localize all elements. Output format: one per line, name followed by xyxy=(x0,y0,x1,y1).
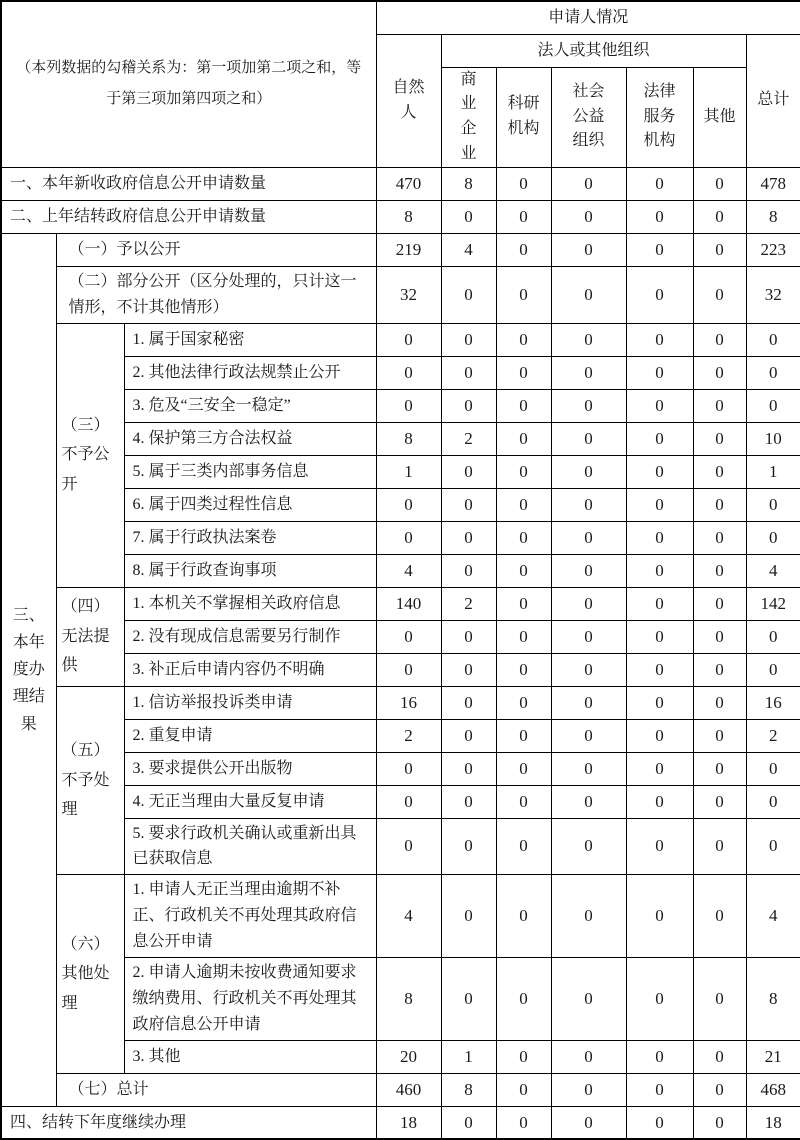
value-cell: 0 xyxy=(626,554,693,587)
value-cell: 470 xyxy=(376,167,441,200)
value-cell: 0 xyxy=(496,167,551,200)
value-cell: 1 xyxy=(441,1040,496,1073)
value-cell: 8 xyxy=(376,200,441,233)
value-cell: 0 xyxy=(626,958,693,1041)
value-cell: 0 xyxy=(441,488,496,521)
value-cell: 0 xyxy=(496,752,551,785)
value-cell: 0 xyxy=(693,233,746,266)
value-cell: 0 xyxy=(693,356,746,389)
value-cell: 0 xyxy=(496,818,551,875)
value-cell: 0 xyxy=(746,653,800,686)
value-cell: 0 xyxy=(746,356,800,389)
value-cell: 0 xyxy=(441,818,496,875)
value-cell: 0 xyxy=(746,818,800,875)
value-cell: 0 xyxy=(496,554,551,587)
value-cell: 0 xyxy=(496,719,551,752)
value-cell: 0 xyxy=(376,752,441,785)
value-cell: 0 xyxy=(551,958,626,1041)
value-cell: 0 xyxy=(551,653,626,686)
value-cell: 0 xyxy=(626,587,693,620)
value-cell: 0 xyxy=(746,752,800,785)
row-label-carry-to-next-year: 四、结转下年度继续办理 xyxy=(1,1106,376,1139)
value-cell: 0 xyxy=(626,422,693,455)
value-cell: 0 xyxy=(496,1073,551,1106)
value-cell: 0 xyxy=(551,422,626,455)
value-cell: 0 xyxy=(551,167,626,200)
row-label-disclosed: （一）予以公开 xyxy=(56,233,376,266)
value-cell: 0 xyxy=(693,653,746,686)
value-cell: 0 xyxy=(441,266,496,323)
value-cell: 0 xyxy=(376,356,441,389)
row-label-third-party-rights: 4. 保护第三方合法权益 xyxy=(124,422,376,455)
col-header-research-institution: 科研机构 xyxy=(496,67,551,167)
row-label-endanger-stability: 3. 危及“三安全一稳定” xyxy=(124,389,376,422)
row-label-carried-over-requests: 二、上年结转政府信息公开申请数量 xyxy=(1,200,376,233)
value-cell: 0 xyxy=(376,521,441,554)
value-cell: 0 xyxy=(441,620,496,653)
value-cell: 0 xyxy=(693,686,746,719)
value-cell: 0 xyxy=(693,785,746,818)
row-label-partially-disclosed: （二）部分公开（区分处理的，只计这一情形，不计其他情形） xyxy=(56,266,376,323)
value-cell: 0 xyxy=(551,1040,626,1073)
value-cell: 0 xyxy=(693,719,746,752)
value-cell: 0 xyxy=(441,455,496,488)
value-cell: 0 xyxy=(376,653,441,686)
value-cell: 0 xyxy=(551,686,626,719)
value-cell: 0 xyxy=(376,785,441,818)
value-cell: 0 xyxy=(441,653,496,686)
value-cell: 0 xyxy=(551,719,626,752)
value-cell: 0 xyxy=(496,233,551,266)
value-cell: 0 xyxy=(551,389,626,422)
value-cell: 18 xyxy=(746,1106,800,1139)
row-label-needs-creation: 2. 没有现成信息需要另行制作 xyxy=(124,620,376,653)
value-cell: 0 xyxy=(693,266,746,323)
value-cell: 468 xyxy=(746,1073,800,1106)
value-cell: 0 xyxy=(693,818,746,875)
value-cell: 0 xyxy=(551,554,626,587)
value-cell: 2 xyxy=(376,719,441,752)
value-cell: 0 xyxy=(551,620,626,653)
value-cell: 0 xyxy=(626,233,693,266)
value-cell: 0 xyxy=(626,521,693,554)
value-cell: 0 xyxy=(496,455,551,488)
value-cell: 0 xyxy=(551,785,626,818)
value-cell: 142 xyxy=(746,587,800,620)
header-applicant-status: 申请人情况 xyxy=(376,1,800,34)
value-cell: 0 xyxy=(746,785,800,818)
value-cell: 0 xyxy=(496,1040,551,1073)
value-cell: 0 xyxy=(551,323,626,356)
col-header-other: 其他 xyxy=(693,67,746,167)
value-cell: 4 xyxy=(746,554,800,587)
value-cell: 4 xyxy=(441,233,496,266)
value-cell: 0 xyxy=(441,752,496,785)
value-cell: 0 xyxy=(693,200,746,233)
value-cell: 8 xyxy=(746,200,800,233)
value-cell: 2 xyxy=(441,422,496,455)
value-cell: 0 xyxy=(626,785,693,818)
row-label-state-secret: 1. 属于国家秘密 xyxy=(124,323,376,356)
value-cell: 0 xyxy=(626,719,693,752)
value-cell: 0 xyxy=(693,389,746,422)
group-label-not-processed: （五）不予处理 xyxy=(56,686,124,875)
row-label-confirm-obtained-info: 5. 要求行政机关确认或重新出具已获取信息 xyxy=(124,818,376,875)
value-cell: 0 xyxy=(746,488,800,521)
value-cell: 0 xyxy=(626,455,693,488)
value-cell: 0 xyxy=(496,686,551,719)
value-cell: 2 xyxy=(746,719,800,752)
value-cell: 0 xyxy=(551,1106,626,1139)
value-cell: 0 xyxy=(626,266,693,323)
value-cell: 0 xyxy=(746,323,800,356)
row-label-mass-repeated-requests: 4. 无正当理由大量反复申请 xyxy=(124,785,376,818)
value-cell: 0 xyxy=(496,1106,551,1139)
value-cell: 0 xyxy=(626,323,693,356)
value-cell: 16 xyxy=(376,686,441,719)
value-cell: 0 xyxy=(441,554,496,587)
row-label-petition-complaint: 1. 信访举报投诉类申请 xyxy=(124,686,376,719)
value-cell: 16 xyxy=(746,686,800,719)
value-cell: 219 xyxy=(376,233,441,266)
value-cell: 0 xyxy=(693,455,746,488)
value-cell: 0 xyxy=(626,167,693,200)
value-cell: 0 xyxy=(626,488,693,521)
value-cell: 0 xyxy=(376,818,441,875)
value-cell: 0 xyxy=(626,200,693,233)
value-cell: 0 xyxy=(626,1040,693,1073)
value-cell: 0 xyxy=(496,620,551,653)
value-cell: 0 xyxy=(441,200,496,233)
value-cell: 0 xyxy=(693,752,746,785)
value-cell: 0 xyxy=(496,488,551,521)
value-cell: 10 xyxy=(746,422,800,455)
value-cell: 0 xyxy=(626,1106,693,1139)
value-cell: 0 xyxy=(441,719,496,752)
value-cell: 0 xyxy=(693,323,746,356)
header-legal-org: 法人或其他组织 xyxy=(441,34,746,67)
value-cell: 0 xyxy=(376,389,441,422)
value-cell: 32 xyxy=(376,266,441,323)
value-cell: 18 xyxy=(376,1106,441,1139)
row-label-public-publications: 3. 要求提供公开出版物 xyxy=(124,752,376,785)
value-cell: 0 xyxy=(441,521,496,554)
group-label-not-disclosed: （三）不予公开 xyxy=(56,323,124,587)
row-label-new-requests: 一、本年新收政府信息公开申请数量 xyxy=(1,167,376,200)
value-cell: 0 xyxy=(551,233,626,266)
value-cell: 1 xyxy=(746,455,800,488)
value-cell: 0 xyxy=(496,521,551,554)
value-cell: 0 xyxy=(693,521,746,554)
value-cell: 0 xyxy=(551,818,626,875)
col-header-legal-service-org: 法律服务机构 xyxy=(626,67,693,167)
value-cell: 223 xyxy=(746,233,800,266)
value-cell: 4 xyxy=(376,875,441,958)
row-label-subtotal: （七）总计 xyxy=(56,1073,376,1106)
value-cell: 0 xyxy=(376,488,441,521)
value-cell: 0 xyxy=(693,958,746,1041)
value-cell: 0 xyxy=(551,488,626,521)
value-cell: 0 xyxy=(693,167,746,200)
value-cell: 2 xyxy=(441,587,496,620)
value-cell: 0 xyxy=(441,323,496,356)
value-cell: 0 xyxy=(441,958,496,1041)
value-cell: 0 xyxy=(746,389,800,422)
value-cell: 0 xyxy=(693,422,746,455)
col-header-total: 总计 xyxy=(746,34,800,167)
value-cell: 0 xyxy=(693,1073,746,1106)
value-cell: 0 xyxy=(551,455,626,488)
value-cell: 8 xyxy=(441,1073,496,1106)
value-cell: 0 xyxy=(693,1106,746,1139)
value-cell: 0 xyxy=(626,752,693,785)
value-cell: 4 xyxy=(746,875,800,958)
ledger-note: （本列数据的勾稽关系为：第一项加第二项之和，等于第三项加第四项之和） xyxy=(1,1,376,167)
value-cell: 0 xyxy=(551,1073,626,1106)
value-cell: 0 xyxy=(746,620,800,653)
row-label-internal-affairs: 5. 属于三类内部事务信息 xyxy=(124,455,376,488)
value-cell: 0 xyxy=(441,389,496,422)
value-cell: 0 xyxy=(496,422,551,455)
value-cell: 0 xyxy=(626,875,693,958)
value-cell: 8 xyxy=(441,167,496,200)
value-cell: 0 xyxy=(626,356,693,389)
value-cell: 0 xyxy=(551,587,626,620)
value-cell: 140 xyxy=(376,587,441,620)
value-cell: 4 xyxy=(376,554,441,587)
value-cell: 0 xyxy=(496,266,551,323)
value-cell: 0 xyxy=(551,752,626,785)
row-label-still-unclear: 3. 补正后申请内容仍不明确 xyxy=(124,653,376,686)
value-cell: 0 xyxy=(496,875,551,958)
row-label-law-prohibited: 2. 其他法律行政法规禁止公开 xyxy=(124,356,376,389)
value-cell: 0 xyxy=(551,521,626,554)
col-header-natural-person: 自然人 xyxy=(376,34,441,167)
value-cell: 0 xyxy=(693,554,746,587)
value-cell: 0 xyxy=(441,686,496,719)
value-cell: 0 xyxy=(496,587,551,620)
value-cell: 8 xyxy=(746,958,800,1041)
group-label-other-handling: （六）其他处理 xyxy=(56,875,124,1073)
value-cell: 0 xyxy=(441,785,496,818)
value-cell: 0 xyxy=(626,620,693,653)
value-cell: 0 xyxy=(551,200,626,233)
value-cell: 0 xyxy=(496,323,551,356)
value-cell: 0 xyxy=(626,653,693,686)
value-cell: 0 xyxy=(376,323,441,356)
value-cell: 0 xyxy=(496,200,551,233)
value-cell: 20 xyxy=(376,1040,441,1073)
value-cell: 460 xyxy=(376,1073,441,1106)
value-cell: 0 xyxy=(496,653,551,686)
value-cell: 0 xyxy=(693,587,746,620)
value-cell: 1 xyxy=(376,455,441,488)
value-cell: 8 xyxy=(376,958,441,1041)
value-cell: 0 xyxy=(693,1040,746,1073)
value-cell: 0 xyxy=(626,1073,693,1106)
col-header-commercial-enterprise: 商业企业 xyxy=(441,67,496,167)
value-cell: 0 xyxy=(551,266,626,323)
row-label-process-info: 6. 属于四类过程性信息 xyxy=(124,488,376,521)
value-cell: 0 xyxy=(551,875,626,958)
value-cell: 0 xyxy=(693,488,746,521)
section-label-year-results: 三、本年度办理结果 xyxy=(1,233,56,1106)
col-header-social-welfare-org: 社会公益组织 xyxy=(551,67,626,167)
row-label-repeat-application: 2. 重复申请 xyxy=(124,719,376,752)
value-cell: 0 xyxy=(496,785,551,818)
value-cell: 0 xyxy=(626,818,693,875)
row-label-overdue-no-payment: 2. 申请人逾期未按收费通知要求缴纳费用、行政机关不再处理其政府信息公开申请 xyxy=(124,958,376,1041)
value-cell: 478 xyxy=(746,167,800,200)
group-label-unable-to-provide: （四）无法提供 xyxy=(56,587,124,686)
row-label-info-not-held: 1. 本机关不掌握相关政府信息 xyxy=(124,587,376,620)
row-label-other: 3. 其他 xyxy=(124,1040,376,1073)
value-cell: 21 xyxy=(746,1040,800,1073)
value-cell: 8 xyxy=(376,422,441,455)
value-cell: 0 xyxy=(626,389,693,422)
value-cell: 0 xyxy=(693,875,746,958)
row-label-enforcement-files: 7. 属于行政执法案卷 xyxy=(124,521,376,554)
value-cell: 0 xyxy=(693,620,746,653)
value-cell: 0 xyxy=(551,356,626,389)
value-cell: 0 xyxy=(441,356,496,389)
value-cell: 0 xyxy=(496,389,551,422)
value-cell: 0 xyxy=(626,686,693,719)
value-cell: 0 xyxy=(496,356,551,389)
value-cell: 0 xyxy=(441,1106,496,1139)
value-cell: 32 xyxy=(746,266,800,323)
row-label-overdue-no-correction: 1. 申请人无正当理由逾期不补正、行政机关不再处理其政府信息公开申请 xyxy=(124,875,376,958)
value-cell: 0 xyxy=(746,521,800,554)
value-cell: 0 xyxy=(496,958,551,1041)
row-label-admin-inquiry: 8. 属于行政查询事项 xyxy=(124,554,376,587)
value-cell: 0 xyxy=(441,875,496,958)
value-cell: 0 xyxy=(376,620,441,653)
